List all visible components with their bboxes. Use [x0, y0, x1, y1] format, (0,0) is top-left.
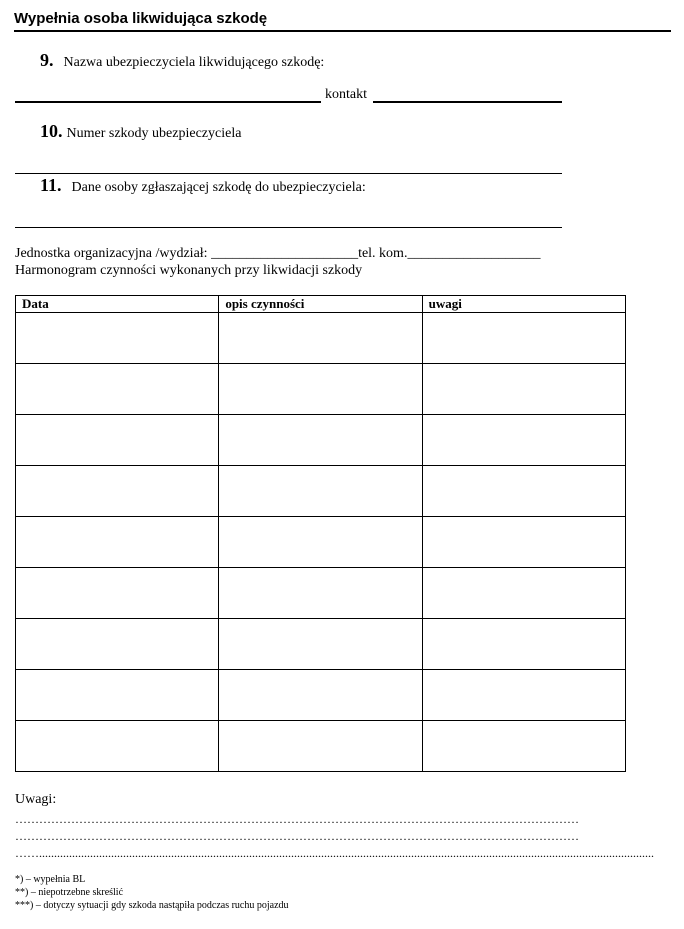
date-cell[interactable] [16, 313, 219, 364]
date-cell[interactable] [16, 619, 219, 670]
notes-cell[interactable] [422, 721, 625, 772]
notes-cell[interactable] [422, 313, 625, 364]
table-row [16, 466, 626, 517]
question-9-label: Nazwa ubezpieczyciela likwidującego szkodę: [63, 55, 325, 70]
unit-line: Jednostka organizacyjna /wydział: _____________________tel. kom.___________________ [15, 246, 541, 261]
date-cell[interactable] [16, 721, 219, 772]
footnote: ***) – dotyczy sytuacji gdy szkoda nastąpiła podczas ruchu pojazdu [15, 900, 289, 911]
date-cell[interactable] [16, 466, 219, 517]
activity-cell[interactable] [219, 670, 422, 721]
claim-number-field[interactable] [15, 173, 562, 174]
question-11-label: Dane osoby zgłaszającej szkodę do ubezpieczyciela: [71, 180, 366, 195]
question-10-label: Numer szkody ubezpieczyciela [66, 126, 242, 141]
table-row [16, 415, 626, 466]
remarks-label: Uwagi: [15, 792, 57, 807]
question-9-number: 9. [40, 50, 54, 70]
date-cell[interactable] [16, 568, 219, 619]
contact-field[interactable] [373, 101, 562, 103]
insurer-name-field[interactable] [15, 101, 321, 103]
contact-label: kontakt [325, 87, 367, 102]
table-row [16, 670, 626, 721]
remarks-line[interactable]: …………………………………………………………………………………………………………………………… [15, 829, 579, 843]
activity-cell[interactable] [219, 517, 422, 568]
footnote: *) – wypełnia BL [15, 874, 86, 885]
notes-cell[interactable] [422, 670, 625, 721]
table-row [16, 517, 626, 568]
remarks-line[interactable]: …………………………………………………………………………………………………………………………… [15, 812, 579, 826]
activity-cell[interactable] [219, 619, 422, 670]
notes-cell[interactable] [422, 517, 625, 568]
schedule-title: Harmonogram czynności wykonanych przy likwidacji szkody [15, 263, 363, 278]
date-cell[interactable] [16, 415, 219, 466]
header-rule [14, 30, 671, 32]
column-header-notes: uwagi [422, 296, 625, 313]
activity-cell[interactable] [219, 364, 422, 415]
notes-cell[interactable] [422, 364, 625, 415]
date-cell[interactable] [16, 517, 219, 568]
question-11-number: 11. [40, 175, 62, 195]
table-row [16, 313, 626, 364]
activity-cell[interactable] [219, 568, 422, 619]
activity-cell[interactable] [219, 466, 422, 517]
section-title: Wypełnia osoba likwidująca szkodę [14, 10, 268, 27]
question-11 [40, 175, 366, 196]
column-header-date: Data [16, 296, 219, 313]
question-10-number: 10. [40, 121, 63, 141]
activity-cell[interactable] [219, 721, 422, 772]
table-header-row [16, 296, 626, 313]
remarks-line[interactable]: ……............................................................................................................................................................................................................. [15, 846, 654, 860]
table-row [16, 619, 626, 670]
question-10 [40, 121, 241, 142]
question-9 [40, 50, 324, 71]
table-row [16, 568, 626, 619]
footnote: **) – niepotrzebne skreślić [15, 887, 124, 898]
date-cell[interactable] [16, 670, 219, 721]
schedule-table [15, 295, 626, 772]
notes-cell[interactable] [422, 568, 625, 619]
reporter-data-field[interactable] [15, 227, 562, 228]
table-row [16, 721, 626, 772]
date-cell[interactable] [16, 364, 219, 415]
activity-cell[interactable] [219, 313, 422, 364]
column-header-activity: opis czynności [219, 296, 422, 313]
notes-cell[interactable] [422, 466, 625, 517]
activity-cell[interactable] [219, 415, 422, 466]
table-row [16, 364, 626, 415]
notes-cell[interactable] [422, 415, 625, 466]
notes-cell[interactable] [422, 619, 625, 670]
